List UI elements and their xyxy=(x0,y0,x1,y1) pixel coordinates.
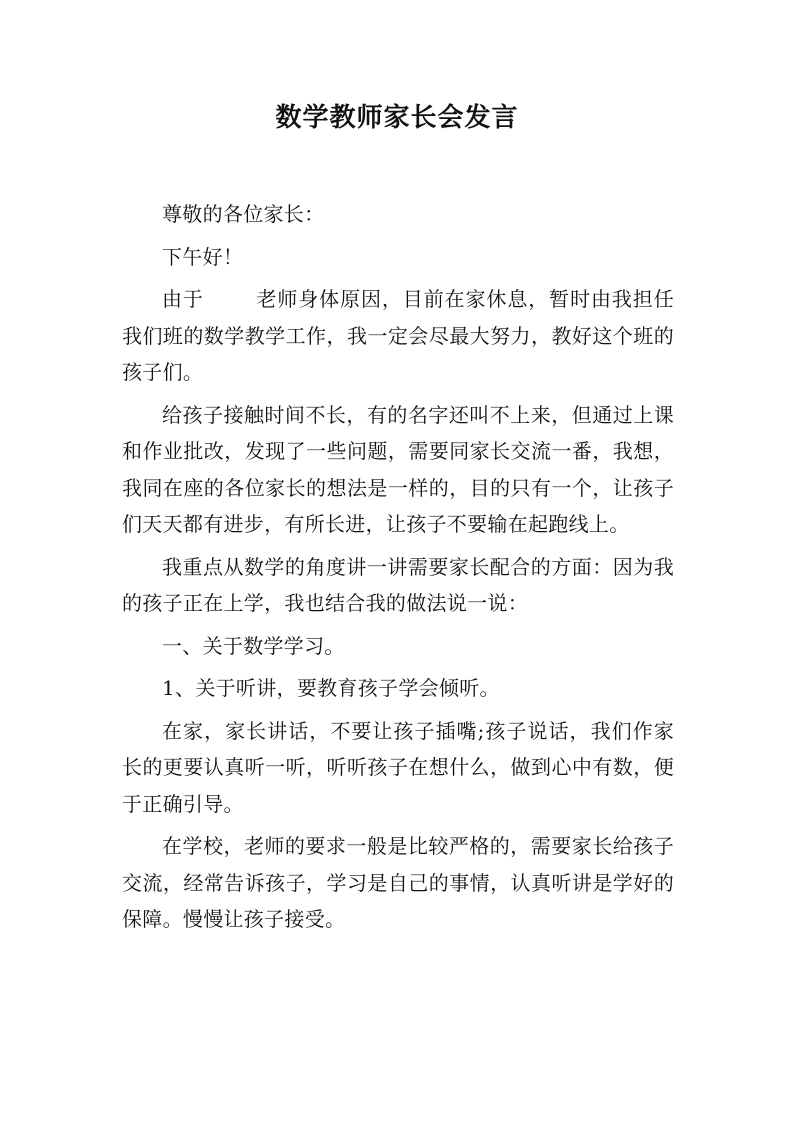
section-heading-math-learning: 一、关于数学学习。 xyxy=(162,633,345,658)
document-title: 数学教师家长会发言 xyxy=(275,103,519,133)
paragraph-focus: 我重点从数学的角度讲一讲需要家长配合的方面：因为我的孩子正在上学，我也结合我的做法说一说： xyxy=(122,554,674,615)
paragraph-at-school: 在学校，老师的要求一般是比较严格的，需要家长给孩子交流，经常告诉孩子，学习是自己的事情，认真听讲是学好的保障。慢慢让孩子接受。 xyxy=(122,834,674,931)
subheading-listening: 1、关于听讲，要教育孩子学会倾听。 xyxy=(162,676,500,700)
paragraph-teacher-absence-rest: 老师身体原因，目前在家休息，暂时由我担任我们班的数学教学工作，我一定会尽最大努力，教好这个班的孩子们。 xyxy=(122,287,675,384)
paragraph-at-home: 在家，家长讲话，不要让孩子插嘴;孩子说话，我们作家长的更要认真听一听，听听孩子在想什么，做到心中有数，便于正确引导。 xyxy=(122,718,674,816)
paragraph-teacher-absence-start: 由于 xyxy=(162,287,204,311)
paragraph-greeting: 尊敬的各位家长： xyxy=(162,202,325,226)
paragraph-teacher-absence xyxy=(122,281,674,391)
paragraph-communication: 给孩子接触时间不长，有的名字还叫不上来，但通过上课和作业批改，发现了一些问题，需要同家长交流一番，我想，我同在座的各位家长的想法是一样的，目的只有一个，让孩子们天天都有进步，有所长进，让孩子不要输在起跑线上。 xyxy=(122,402,674,536)
paragraph-good-afternoon: 下午好！ xyxy=(162,244,244,269)
document-body xyxy=(122,196,674,944)
